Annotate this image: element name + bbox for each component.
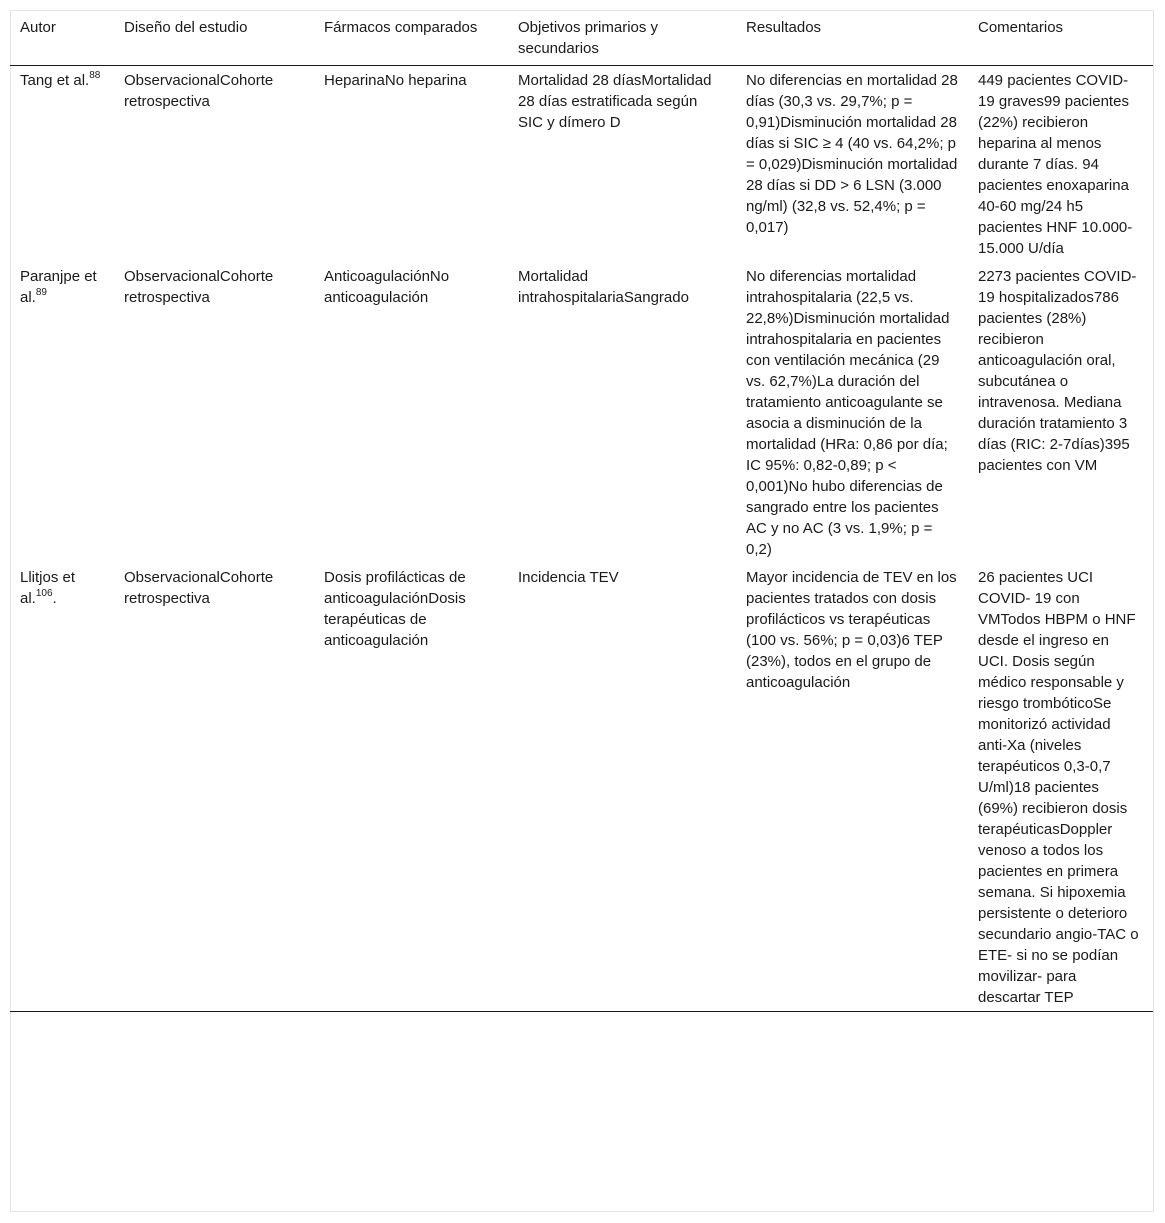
cell-results: No diferencias mortalidad intrahospitalaria (22,5 vs. 22,8%)Disminución mortalidad intrahospitalaria en pacientes con ventilación mecánica (29 vs. 62,7%)La duración del tratamiento anticoagulante se asocia a disminución de la mortalidad (HRa: 0,86 por día; IC 95%: 0,82-0,89; p < 0,001)No hubo diferencias de sangrado entre los pacientes AC y no AC (3 vs. 1,9%; p = 0,2) xyxy=(746,268,950,558)
cell-objectives: Mortalidad 28 díasMortalidad 28 días estratificada según SIC y dímero D xyxy=(518,72,712,131)
reference-number: 88 xyxy=(89,70,101,81)
cell-comments: 2273 pacientes COVID-19 hospitalizados786 pacientes (28%) recibieron anticoagulación oral, subcutánea o intravenosa. Mediana duración tratamiento 3 días (RIC: 2-7días)395 pacientes con VM xyxy=(978,268,1137,474)
cell-drugs: AnticoagulaciónNo anticoagulación xyxy=(324,268,450,306)
header-results: Resultados xyxy=(736,10,968,66)
cell-comments: 26 pacientes UCI COVID- 19 con VMTodos HBPM o HNF desde el ingreso en UCI. Dosis según médico responsable y riesgo trombóticoSe monitorizó actividad anti-Xa (niveles terapéuticos 0,3-0,7 U/ml)18 pacientes (69%) recibieron dosis terapéuticasDoppler venoso a todos los pacientes en primera semana. Si hipoxemia persistente o deterioro secundario angio-TAC o ETE- si no se podían movilizar- para descartar TEP xyxy=(968,563,1153,1012)
cell-author xyxy=(10,563,114,1012)
study-table xyxy=(10,10,1153,1012)
author-name: Paranjpe et al. xyxy=(20,268,97,306)
author-name: Tang et al. xyxy=(20,72,90,89)
cell-author xyxy=(10,262,114,563)
table-row xyxy=(10,66,1153,263)
cell-drugs: Dosis profilácticas de anticoagulaciónDosis terapéuticas de anticoagulación xyxy=(314,563,508,1012)
header-author: Autor xyxy=(10,10,114,66)
reference-number: 106 xyxy=(35,588,53,599)
author-suffix: . xyxy=(52,590,57,607)
cell-design: ObservacionalCohorte retrospectiva xyxy=(124,72,274,110)
cell-results: No diferencias en mortalidad 28 días (30,3 vs. 29,7%; p = 0,91)Disminución mortalidad 28 días si SIC ≥ 4 (40 vs. 64,2%; p = 0,029)Disminución mortalidad 28 días si DD > 6 LSN (3.000 ng/ml) (32,8 vs. 52,4%; p = 0,017) xyxy=(746,72,958,236)
header-drugs: Fármacos comparados xyxy=(314,10,508,66)
header-objectives: Objetivos primarios y secundarios xyxy=(508,10,736,66)
cell-comments: 449 pacientes COVID-19 graves99 pacientes (22%) recibieron heparina al menos durante 7 días. 94 pacientes enoxaparina 40-60 mg/24 h5 pacientes HNF 10.000-15.000 U/día xyxy=(978,72,1133,257)
cell-results: Mayor incidencia de TEV en los pacientes tratados con dosis profilácticos vs terapéuticas (100 vs. 56%; p = 0,03)6 TEP (23%), todos en el grupo de anticoagulación xyxy=(736,563,968,1012)
cell-design: ObservacionalCohorte retrospectiva xyxy=(114,563,314,1012)
cell-objectives: Mortalidad intrahospitalariaSangrado xyxy=(518,268,689,306)
cell-drugs: HeparinaNo heparina xyxy=(324,72,467,89)
table-row xyxy=(10,262,1153,563)
header-comments: Comentarios xyxy=(968,10,1153,66)
author-name: Llitjos et al. xyxy=(20,569,76,607)
reference-number: 89 xyxy=(35,287,47,298)
header-design: Diseño del estudio xyxy=(114,10,314,66)
cell-design: ObservacionalCohorte retrospectiva xyxy=(124,268,274,306)
table-row xyxy=(10,563,1153,1012)
table-header-row xyxy=(10,10,1153,66)
cell-objectives: Incidencia TEV xyxy=(508,563,736,1012)
cell-author xyxy=(10,66,114,263)
